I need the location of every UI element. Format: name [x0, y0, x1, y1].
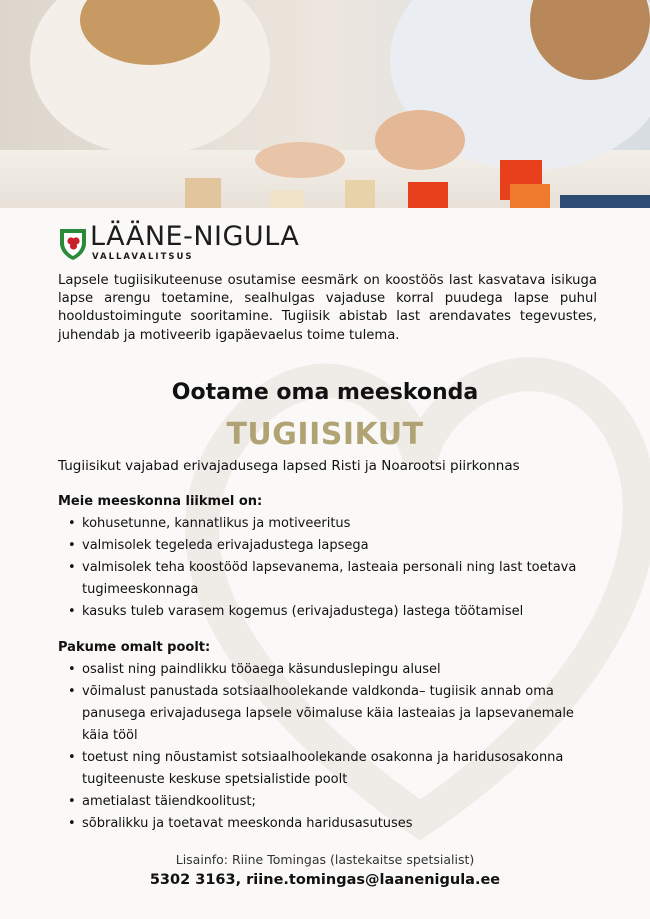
- list-item: • võimalust panustada sotsiaalhoolekande valdkonda– tugiisik annab oma panusega erivajadusega lapsele võimaluse käia lasteaias ja lapsevanemale käia tööl: [68, 681, 598, 747]
- list-item: • toetust ning nõustamist sotsiaalhoolekande osakonna ja haridusosakonna tugiteenuste keskuse spetsialistide poolt: [68, 747, 598, 791]
- list-item: • sõbralikku ja toetavat meeskonda haridusasutuses: [68, 813, 598, 835]
- list-item: • ametialast täiendkoolitust;: [68, 791, 598, 813]
- requirements-list: [68, 513, 598, 623]
- offer-list: [68, 659, 598, 835]
- intro-paragraph: Lapsele tugiisikuteenuse osutamise eesmärk on koostöös last kasvatava isikuga lapse arengu toetamine, sealhulgas vajaduse korral puudega lapse puhul hooldustoimingute sooritamine. Tugiisik abistab last arendavates tegevustes, juhendab ja motiveerib igapäevaelus toime tulema.: [58, 273, 597, 343]
- logo-subtitle: VALLAVALITSUS: [92, 252, 194, 262]
- logo-name: LÄÄNE-NIGULA: [90, 221, 300, 252]
- list-item: • valmisolek tegeleda erivajadustega lapsega: [68, 535, 598, 557]
- list-item: • osalist ning paindlikku tööaega käsunduslepingu alusel: [68, 659, 598, 681]
- headline: Ootame oma meeskonda: [171, 380, 479, 405]
- list-item: • kasuks tuleb varasem kogemus (erivajadustega) lastega töötamisel: [68, 601, 598, 623]
- list-item: • valmisolek teha koostööd lapsevanema, lasteaia personali ning last toetava tugimeeskonnaga: [68, 557, 598, 601]
- position-title: TUGIISIKUT: [226, 417, 424, 452]
- offer-heading: Pakume omalt poolt:: [58, 640, 211, 655]
- list-item: • kohusetunne, kannatlikus ja motiveeritus: [68, 513, 598, 535]
- tagline: Tugiisikut vajabad erivajadusega lapsed Risti ja Noarootsi piirkonnas: [58, 458, 520, 474]
- hero-photo: [0, 0, 650, 208]
- contact-details: 5302 3163, riine.tomingas@laanenigula.ee: [149, 872, 501, 888]
- requirements-heading: Meie meeskonna liikmel on:: [58, 494, 263, 509]
- coat-of-arms-logo: [58, 224, 88, 264]
- contact-info: Lisainfo: Riine Tomingas (lastekaitse spetsialist): [175, 852, 475, 867]
